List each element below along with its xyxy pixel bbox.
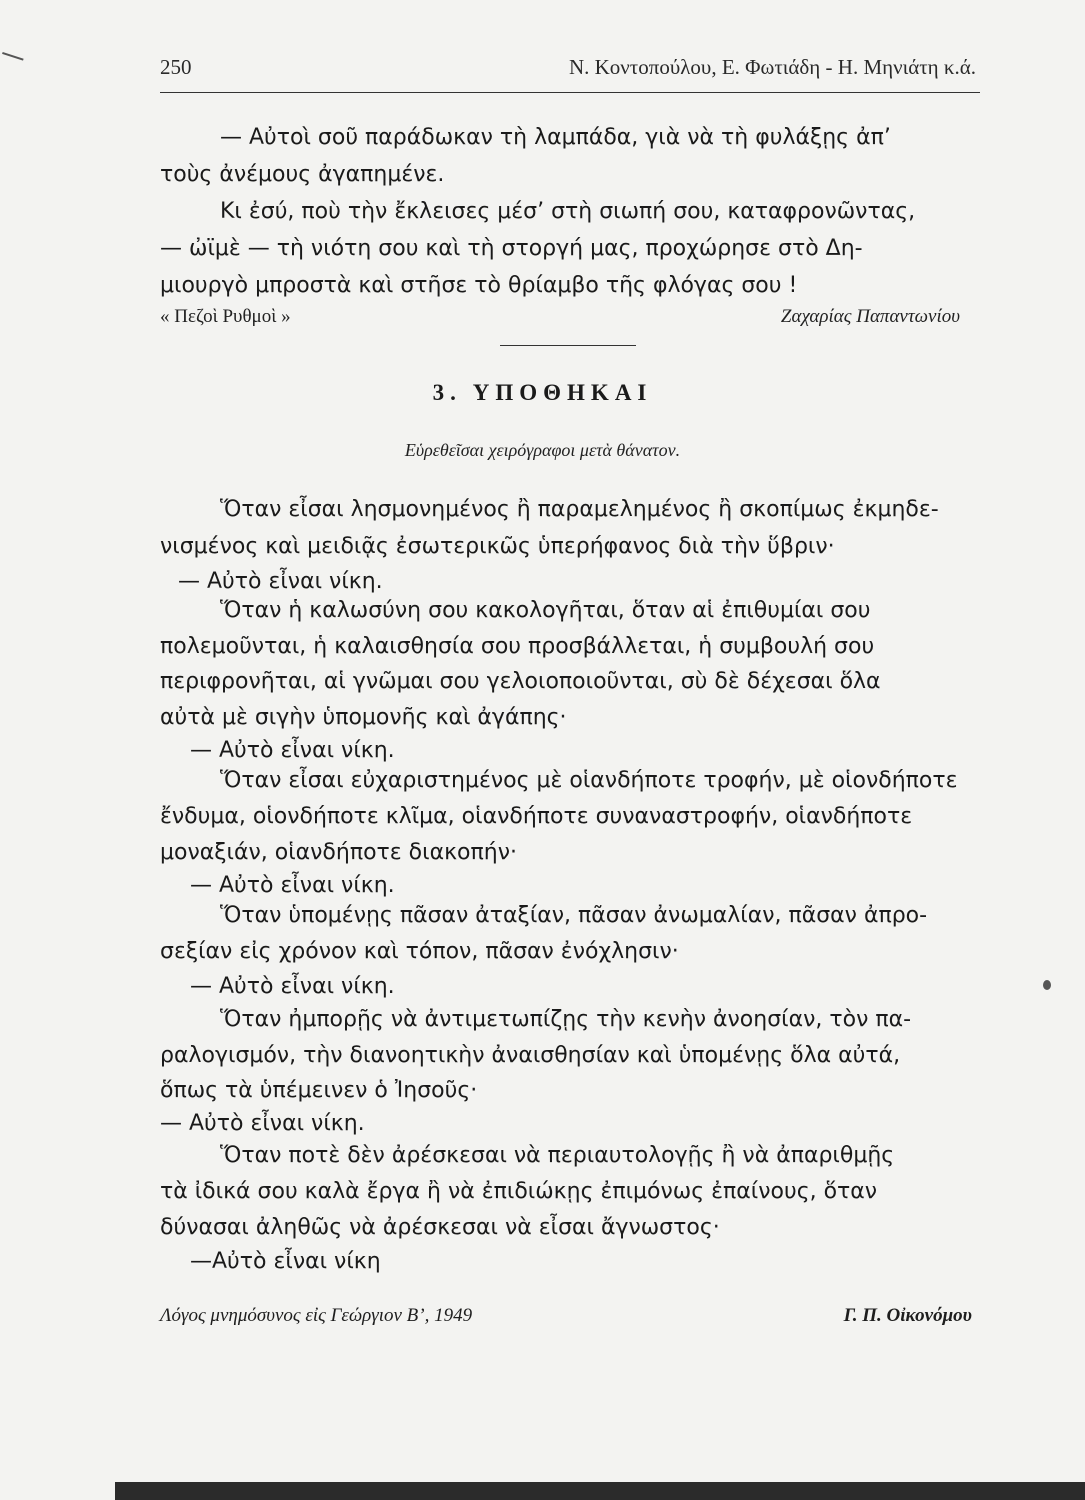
scan-speck xyxy=(1043,980,1051,990)
text-line: Ὅταν ἡ καλωσύνη σου κακολογῆται, ὅταν αἱ ἐπιθυμίαι σου xyxy=(220,598,871,623)
text-line: ὅπως τὰ ὑπέμεινεν ὁ Ἰησοῦς· xyxy=(160,1078,478,1103)
text-line: ἔνδυμα, οἱονδήποτε κλῖμα, οἱανδήποτε συναναστροφήν, οἱανδήποτε xyxy=(160,804,913,829)
text-line: ραλογισμόν, τὴν διανοητικὴν ἀναισθησίαν καὶ ὑπομένῃς ὅλα αὐτά, xyxy=(160,1043,901,1068)
section-title: 3. ΥΠΟΘΗΚΑΙ xyxy=(432,380,653,405)
refrain-line: — Αὐτὸ εἶναι νίκη. xyxy=(190,873,395,898)
previous-source: « Πεζοὶ Ρυθμοὶ » xyxy=(160,306,291,327)
header-rule xyxy=(160,92,980,93)
scan-mark xyxy=(0,52,24,72)
section-subtitle: Εὑρεθεῖσαι χειρόγραφοι μετὰ θάνατον. xyxy=(404,440,681,460)
text-line: περιφρονῆται, αἱ γνῶμαι σου γελοιοποιοῦνται, σὺ δὲ δέχεσαι ὅλα xyxy=(160,669,881,694)
section-divider xyxy=(500,345,636,346)
refrain-line: — Αὐτὸ εἶναι νίκη. xyxy=(190,738,395,763)
refrain-line: —Αὐτὸ εἶναι νίκη xyxy=(190,1249,381,1274)
page-number: 250 xyxy=(160,55,192,79)
text-line: — Αὐτοὶ σοῦ παράδωκαν τὴ λαμπάδα, γιὰ νὰ τὴ φυλάξῃς ἀπ’ xyxy=(220,125,891,150)
text-line: νισμένος καὶ μειδιᾷς ἐσωτερικῶς ὑπερήφανος διὰ τὴν ὕβριν· xyxy=(160,534,835,559)
scan-edge xyxy=(115,1482,1085,1500)
text-line: μιουργὸ μπροστὰ καὶ στῆσε τὸ θρίαμβο τῆς φλόγας σου ! xyxy=(160,273,798,298)
text-line: μοναξιάν, οἱανδήποτε διακοπήν· xyxy=(160,840,517,865)
text-line: Ὅταν εἶσαι εὐχαριστημένος μὲ οἱανδήποτε τροφήν, μὲ οἱονδήποτε xyxy=(220,768,958,793)
closing-author: Γ. Π. Οἰκονόμου xyxy=(843,1305,972,1326)
previous-author: Ζαχαρίας Παπαντωνίου xyxy=(780,306,960,327)
text-line: πολεμοῦνται, ἡ καλαισθησία σου προσβάλλεται, ἡ συμβουλή σου xyxy=(160,634,875,659)
text-line: Ὅταν ὑπομένῃς πᾶσαν ἀταξίαν, πᾶσαν ἀνωμαλίαν, πᾶσαν ἀπρο- xyxy=(220,903,928,928)
text-line: Ὅταν ἠμπορῇς νὰ ἀντιμετωπίζῃς τὴν κενὴν ἀνοησίαν, τὸν πα- xyxy=(220,1007,912,1032)
closing-source: Λόγος μνημόσυνος εἰς Γεώργιον Β’, 1949 xyxy=(160,1305,473,1326)
text-line: τοὺς ἀνέμους ἀγαπημένε. xyxy=(160,162,445,187)
header-authors: Ν. Κοντοπούλου, Ε. Φωτιάδη - Η. Μηνιάτη κ.ά. xyxy=(568,55,976,79)
text-line: σεξίαν εἰς χρόνον καὶ τόπον, πᾶσαν ἐνόχλησιν· xyxy=(160,939,679,964)
refrain-line: — Αὐτὸ εἶναι νίκη. xyxy=(190,974,395,999)
text-line: αὐτὰ μὲ σιγὴν ὑπομονῆς καὶ ἀγάπης· xyxy=(160,705,567,730)
text-line: Ὅταν ποτὲ δὲν ἀρέσκεσαι νὰ περιαυτολογῇς ἢ νὰ ἀπαριθμῇς xyxy=(220,1143,895,1168)
refrain-line: — Αὐτὸ εἶναι νίκη. xyxy=(160,1111,365,1136)
text-line: — ὠϊμὲ — τὴ νιότη σου καὶ τὴ στοργή μας, προχώρησε στὸ Δη- xyxy=(160,236,863,261)
running-header xyxy=(160,55,980,87)
text-line: Ὅταν εἶσαι λησμονημένος ἢ παραμελημένος ἢ σκοπίμως ἐκμηδε- xyxy=(220,497,939,522)
text-line: τὰ ἰδικά σου καλὰ ἔργα ἢ νὰ ἐπιδιώκῃς ἐπιμόνως ἐπαίνους, ὅταν xyxy=(160,1179,878,1204)
text-line: Κι ἐσύ, ποὺ τὴν ἔκλεισες μέσ’ στὴ σιωπή σου, καταφρονῶντας, xyxy=(220,199,916,224)
refrain-line: — Αὐτὸ εἶναι νίκη. xyxy=(178,569,383,594)
text-line: δύνασαι ἀληθῶς νὰ ἀρέσκεσαι νὰ εἶσαι ἄγνωστος· xyxy=(160,1215,720,1240)
